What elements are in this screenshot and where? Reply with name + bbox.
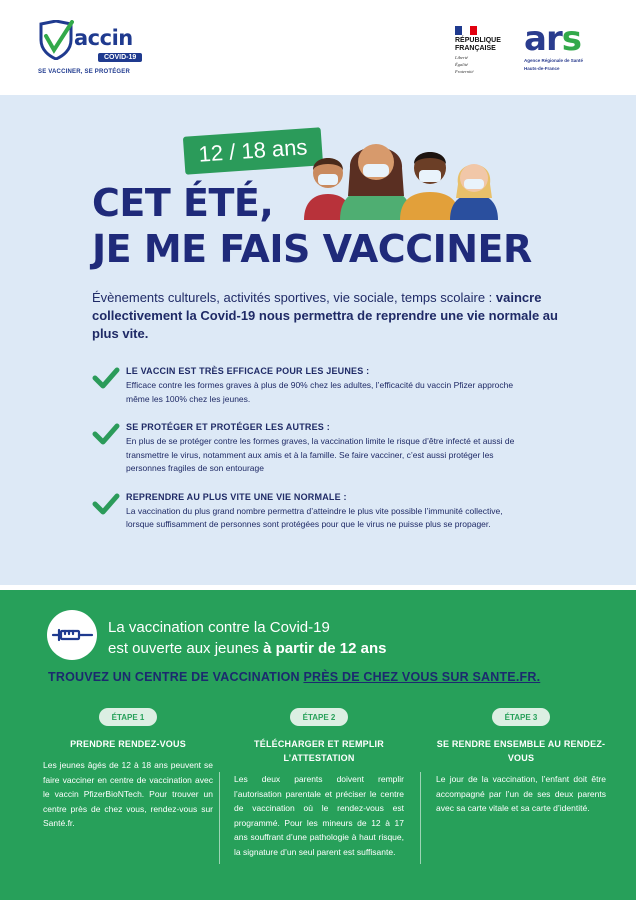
- ars-subtitle-1: Agence Régionale de Santé: [524, 58, 584, 63]
- benefit-item-1: [92, 366, 532, 406]
- step-title: SE RENDRE ENSEMBLE AU RENDEZ-VOUS: [436, 739, 606, 763]
- benefit-title: LE VACCIN EST TRÈS EFFICACE POUR LES JEUNES :: [126, 366, 370, 376]
- sante-fr-link[interactable]: PRÈS DE CHEZ VOUS SUR SANTE.FR.: [303, 670, 541, 684]
- ars-word-ar: ar: [524, 19, 562, 59]
- age-badge: 12 / 18 ans: [183, 127, 323, 175]
- benefit-title: REPRENDRE AU PLUS VITE UNE VIE NORMALE :: [126, 491, 347, 502]
- check-icon: [92, 492, 120, 516]
- intro-paragraph: [92, 289, 562, 343]
- step-body: Les deux parents doivent remplir l’autorisation parentale et préciser le centre de vaccination où le rendez-vous est programmé. Pour les mineurs de 12 à 17 ans souffrant d’une pathologie à haut risque, la signature d’un seul parent est suffisante.: [234, 774, 404, 857]
- vaccin-logo-word: accin: [74, 26, 133, 50]
- check-icon: [92, 366, 120, 390]
- step-label: ÉTAPE 1: [99, 708, 157, 726]
- title-line-1: CET ÉTÉ,: [92, 181, 274, 225]
- benefit-body: En plus de se protéger contre les formes graves, la vaccination limite le risque d’être infecté et aussi de transmettre le virus, notamment aux amis et à la famille. Se faire vacciner, c’est aussi protéger les personnes fragiles de son entourage: [126, 436, 515, 473]
- benefits-list: [92, 366, 532, 548]
- intro-plain: Évènements culturels, activités sportives, vie sociale, temps scolaire :: [92, 290, 493, 305]
- vaccin-covid-logo: [38, 20, 148, 80]
- benefit-body: La vaccination du plus grand nombre permettra d’atteindre le plus vite possible l’immunité collective, lorsque suffisamment de personnes sont protégées pour que le virus ne puisse plus se propager.: [126, 505, 503, 529]
- rf-motto-3: Fraternité: [455, 69, 474, 74]
- step-body: Les jeunes âgés de 12 à 18 ans peuvent se faire vacciner en centre de vaccination avec le vaccin PfizerBioNTech. Pour trouver un centre près de chez vous, rendez-vous sur Santé.fr.: [43, 760, 213, 828]
- ars-logo: [524, 19, 614, 78]
- ars-word-s: s: [561, 19, 581, 59]
- step-2: [234, 708, 404, 859]
- step-1: [43, 708, 213, 831]
- vaccination-line-2-bold: à partir de 12 ans: [263, 640, 387, 657]
- covid-badge: COVID-19: [98, 53, 142, 62]
- rf-line-2: FRANÇAISE: [455, 45, 496, 52]
- vaccination-line-2-plain: est ouverte aux jeunes: [108, 640, 264, 657]
- vaccin-shield-icon: [38, 20, 74, 60]
- rf-motto-1: Liberté: [455, 55, 468, 60]
- step-label: ÉTAPE 3: [492, 708, 550, 726]
- title-line-2: JE ME FAIS VACCINER: [92, 227, 532, 271]
- vaccination-message: [108, 617, 548, 659]
- intro-bold: vaincre collectivement la Covid-19 nous permettra de reprendre une vie normale au plus vite.: [92, 290, 558, 341]
- french-flag-icon: [455, 26, 477, 35]
- step-title: PRENDRE RENDEZ-VOUS: [70, 739, 186, 749]
- find-center-banner: [48, 670, 608, 684]
- syringe-icon: [47, 610, 97, 660]
- benefit-item-2: [92, 422, 532, 476]
- vaccin-tagline: SE VACCINER, SE PROTÉGER: [38, 69, 131, 75]
- check-icon: [92, 422, 120, 446]
- step-3: [436, 708, 606, 816]
- benefit-body: Efficace contre les formes graves à plus de 90% chez les adultes, l’efficacité du vaccin Pfizer approche même les 100% chez les jeunes.: [126, 380, 514, 404]
- rf-line-1: RÉPUBLIQUE: [455, 37, 501, 44]
- ars-word: [524, 19, 614, 59]
- ars-subtitle-2: Hauts-de-France: [524, 66, 560, 71]
- step-divider: [420, 772, 421, 864]
- step-title: TÉLÉCHARGER ET REMPLIR L’ATTESTATION: [254, 739, 384, 763]
- syringe-badge: [47, 610, 97, 660]
- republique-francaise-logo: [455, 26, 515, 76]
- find-center-text: TROUVEZ UN CENTRE DE VACCINATION: [48, 670, 304, 684]
- page-title: [92, 180, 532, 272]
- step-body: Le jour de la vaccination, l’enfant doit être accompagné par l’un de ses deux parents avec sa carte vitale et sa carte d’identité.: [436, 774, 606, 813]
- step-label: ÉTAPE 2: [290, 708, 348, 726]
- page-header: [0, 0, 636, 95]
- vaccination-line-2: [108, 638, 548, 659]
- rf-motto-2: Égalité: [455, 62, 468, 67]
- step-divider: [219, 772, 220, 864]
- vaccination-line-1: La vaccination contre la Covid-19: [108, 619, 330, 636]
- benefit-title: SE PROTÉGER ET PROTÉGER LES AUTRES :: [126, 422, 330, 432]
- benefit-item-3: [92, 492, 532, 532]
